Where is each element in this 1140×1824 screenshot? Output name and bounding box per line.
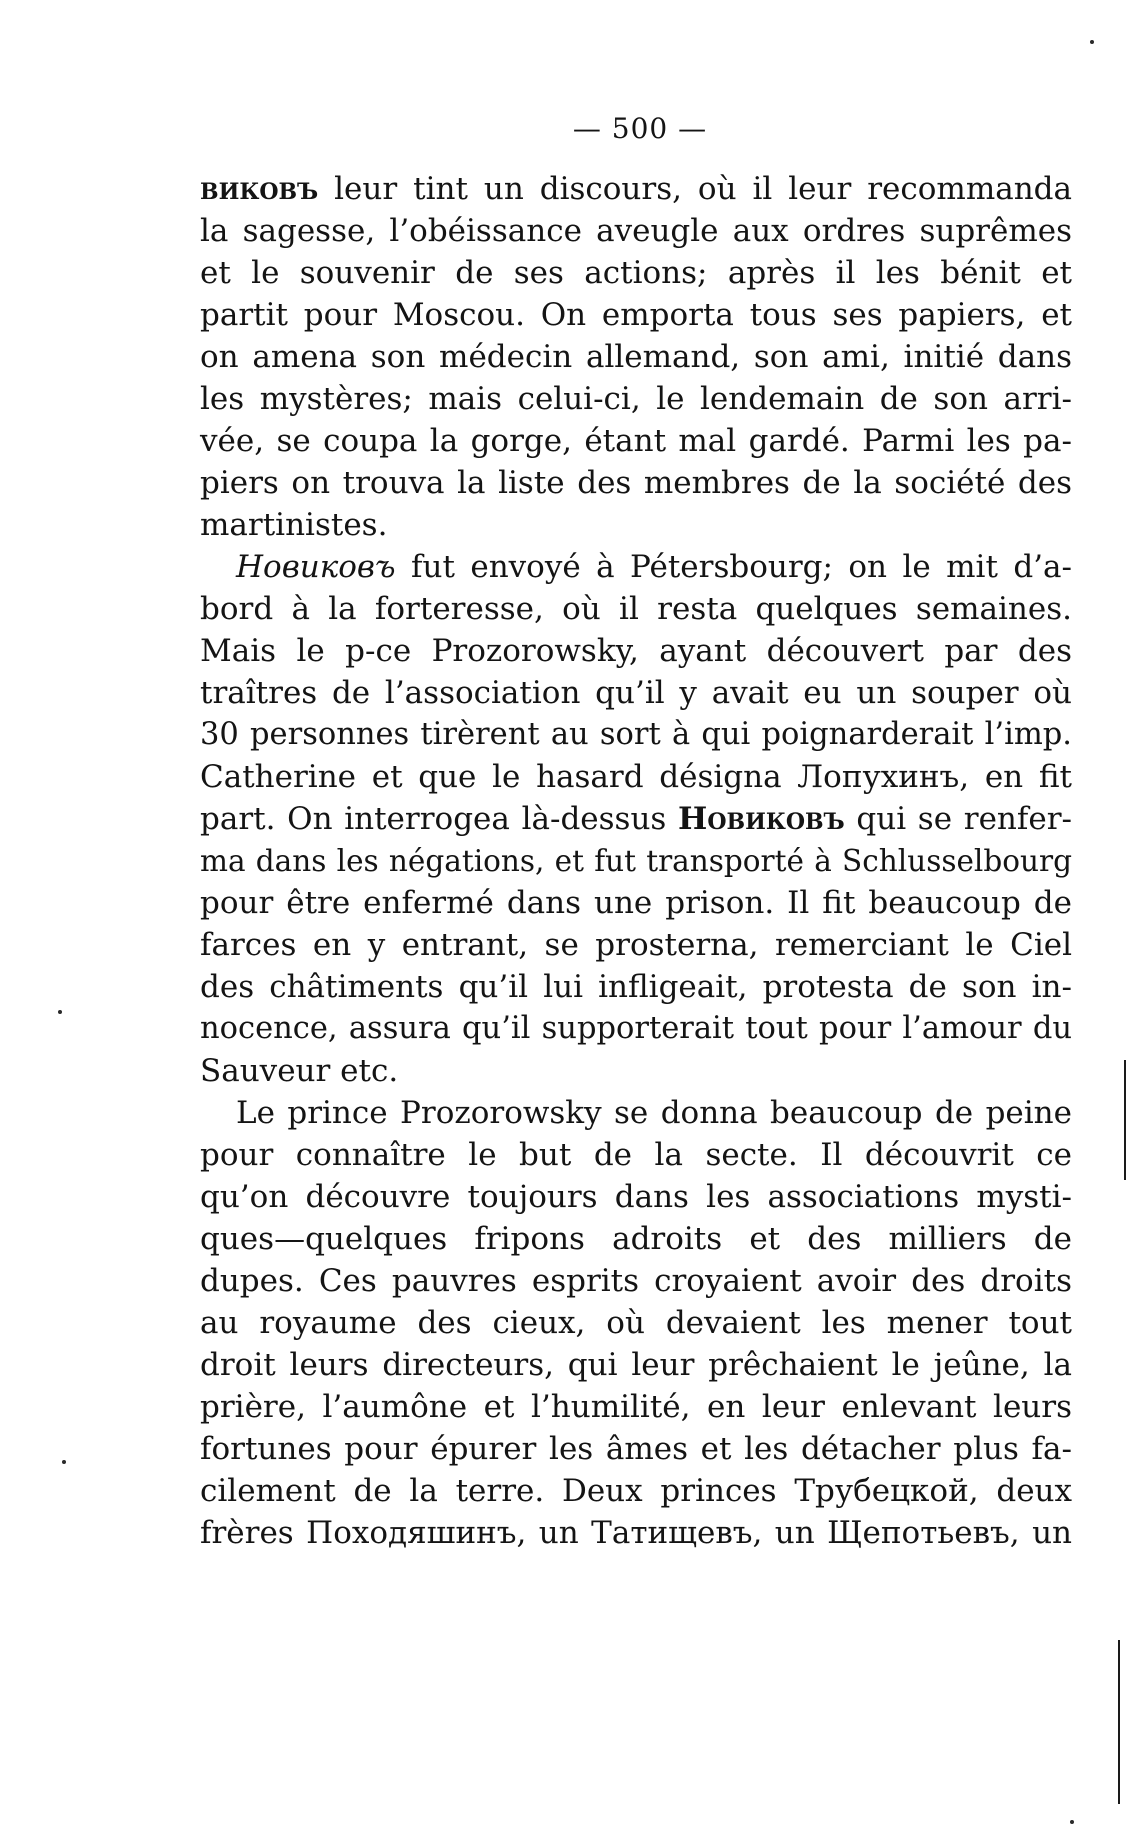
text-segment: au royaume des cieux, où devaient les mener tout [200,1305,1072,1341]
scan-speck [58,1010,62,1014]
text-segment: ma dans les négations, et fut transporté à Schlusselbourg [200,844,1072,878]
text-segment: des châtiments qu’il lui infligeait, protesta de son in- [200,969,1072,1005]
text-segment: dupes. Ces pauvres esprits croyaient avoir des droits [200,1263,1072,1299]
text-segment: pour être enfermé dans une prison. Il fit beaucoup de [200,885,1072,921]
text-line [200,966,1072,1008]
text-line [200,882,1072,924]
text-line [200,798,1072,840]
text-segment: Новиковъ [236,549,396,585]
text-line [200,714,1072,756]
text-line [200,1260,1072,1302]
text-line [200,924,1072,966]
text-line [200,1386,1072,1428]
text-segment: Новиковъ [678,801,845,837]
text-line [200,1050,1072,1092]
text-line [200,294,1072,336]
text-segment: les mystères; mais celui-ci, le lendemain de son arri- [200,381,1072,417]
text-line [200,168,1072,210]
text-segment: pour connaître le but de la secte. Il découvrit ce [200,1137,1072,1173]
text-line [200,1176,1072,1218]
text-segment: frères Походяшинъ, un Татищевъ, un Щепотьевъ, un [200,1515,1072,1551]
text-line [200,378,1072,420]
scan-edge-line [1124,1060,1126,1180]
text-line [200,336,1072,378]
scan-edge-line-lower [1118,1640,1120,1804]
text-line [200,1302,1072,1344]
text-segment: farces en y entrant, se prosterna, remerciant le Ciel [200,927,1072,963]
text-line [200,1218,1072,1260]
text-segment: leur tint un discours, où il leur recommanda [318,171,1072,207]
text-line [200,504,1072,546]
text-line [200,630,1072,672]
text-line [200,588,1072,630]
text-segment: martinistes. [200,507,388,543]
text-segment: 30 personnes tirèrent au sort à qui poignarderait l’imp. [200,717,1072,752]
text-segment: nocence, assura qu’il supporterait tout pour l’amour du [200,1011,1072,1046]
text-segment: Sauveur etc. [200,1053,399,1089]
text-segment: Le prince Prozorowsky se donna beaucoup de peine [236,1095,1072,1131]
text-segment: la sagesse, l’obéissance aveugle aux ordres suprêmes [200,213,1072,249]
text-line [200,462,1072,504]
text-segment: vée, se coupa la gorge, étant mal gardé. Parmi les pa- [200,423,1072,459]
scan-speck [62,1460,66,1464]
text-line [200,1344,1072,1386]
text-segment: fortunes pour épurer les âmes et les détacher plus fa- [200,1431,1072,1467]
text-segment: Mais le p-ce Prozorowsky, ayant découvert par des [200,633,1072,669]
text-segment: ques—quelques fripons adroits et des milliers de [200,1221,1072,1257]
text-segment: droit leurs directeurs, qui leur prêchaient le jeûne, la [200,1347,1072,1383]
text-segment: prière, l’aumône et l’humilité, en leur enlevant leurs [200,1389,1072,1425]
text-segment: traîtres de l’association qu’il y avait eu un souper où [200,675,1072,711]
text-line [200,840,1072,882]
text-segment: cilement de la terre. Deux princes Трубецкой, deux [200,1473,1072,1509]
text-segment: part. On interrogea là-dessus [200,801,679,837]
text-line [200,252,1072,294]
page-number: — 500 — [572,112,708,145]
text-segment: виковъ [200,171,319,207]
text-segment: on amena son médecin allemand, son ami, initié dans [200,339,1072,375]
text-segment: et le souvenir de ses actions; après il les bénit et [200,255,1072,291]
text-line [200,1470,1072,1512]
text-segment: qu’on découvre toujours dans les associations mysti- [200,1179,1072,1215]
text-line [200,1512,1072,1554]
scan-speck [1070,1820,1074,1824]
text-line [200,420,1072,462]
text-line [200,1008,1072,1050]
text-line [200,1134,1072,1176]
text-line [200,756,1072,798]
text-line [200,672,1072,714]
text-segment: partit pour Moscou. On emporta tous ses papiers, et [200,297,1072,333]
text-segment: bord à la forteresse, où il resta quelques semaines. [200,591,1072,627]
text-segment: qui se renfer- [844,801,1072,837]
scan-speck [1090,40,1094,44]
text-line [200,1428,1072,1470]
text-segment: Catherine et que le hasard désigna Лопухинъ, en fit [200,759,1072,795]
text-line [200,1092,1072,1134]
text-line [200,546,1072,588]
text-segment: fut envoyé à Pétersbourg; on le mit d’a- [395,549,1072,585]
text-segment: piers on trouva la liste des membres de la société des [200,465,1072,501]
body-text [200,168,1072,1554]
text-line [200,210,1072,252]
